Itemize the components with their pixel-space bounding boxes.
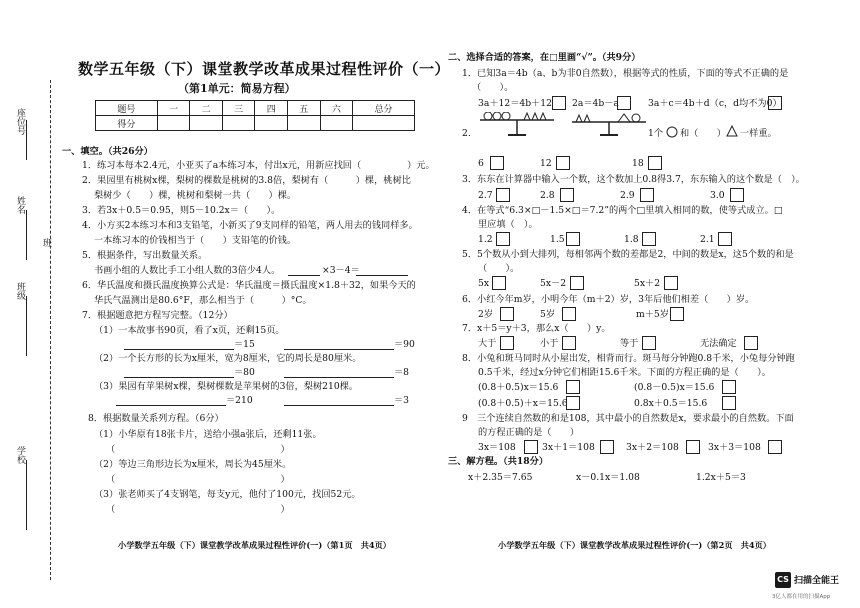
answer-checkbox[interactable]	[686, 440, 700, 454]
scanner-app-tagline: 3亿人都在用的扫描App	[772, 594, 831, 600]
question-2-9-line1: 9 三个连续自然数的和是108，其中最小的自然数是x，要求最小的自然数。下面	[462, 413, 794, 424]
answer-checkbox[interactable]	[496, 188, 510, 202]
option-label: 3.0	[710, 190, 725, 201]
section-1-heading: 一、填空。（共26分）	[62, 146, 153, 157]
answer-checkbox[interactable]	[768, 96, 782, 110]
option-label: (0.8＋0.5)＋x＝15.6	[478, 398, 568, 409]
option-label: 5x－2	[540, 278, 567, 289]
answer-checkbox[interactable]	[556, 156, 570, 170]
question-1-3: 3．若3x＋0.5＝0.95，则5－10.2x＝（ ）。	[82, 205, 281, 216]
answer-checkbox[interactable]	[552, 96, 566, 110]
option-label: 大于	[478, 338, 497, 349]
option-label: 2a＝4b－a	[572, 98, 619, 109]
score-table-cell: 四	[255, 101, 288, 116]
margin-underline	[26, 460, 28, 530]
score-input-cell[interactable]	[255, 116, 288, 131]
score-table-cell: 总分	[353, 101, 415, 116]
answer-blank[interactable]	[284, 405, 394, 406]
question-2-4-line2: 里应填（ ）。	[478, 219, 538, 230]
answer-checkbox[interactable]	[500, 307, 514, 321]
option-label: 0.8x＋0.5＝15.6	[634, 398, 708, 409]
answer-parentheses[interactable]: （ ）	[106, 444, 290, 455]
question-1-8: 8．根据数量关系列方程。（6分）	[88, 413, 224, 424]
answer-blank[interactable]	[356, 275, 408, 276]
question-1-7-1: （1）一本故事书90页，看了x页，还剩15页。	[94, 325, 285, 336]
answer-blank[interactable]	[124, 349, 234, 350]
score-table-cell: 得分	[96, 116, 158, 131]
equation-end-label: ＝8	[394, 367, 410, 378]
option-label: 5岁	[540, 309, 556, 320]
option-label: 2.1	[700, 234, 715, 245]
school-label: 学校	[15, 446, 25, 464]
option-label: 18	[632, 158, 644, 169]
question-1-1: 1．练习本每本2.4元，小亚买了a本练习本，付出x元，用新应找回（ ）元。	[82, 160, 435, 171]
option-label: 12	[540, 158, 552, 169]
equation-end-label: ＝80	[234, 367, 255, 378]
answer-checkbox[interactable]	[560, 188, 574, 202]
option-label: 3a＋c＝4b＋d（c，d均不为0）	[648, 98, 782, 109]
question-2-2-text: 一样重。	[740, 128, 777, 139]
name-label: 姓名	[15, 196, 25, 214]
answer-checkbox[interactable]	[492, 276, 506, 290]
score-table-cell: 六	[320, 101, 353, 116]
answer-checkbox[interactable]	[566, 380, 580, 394]
answer-checkbox[interactable]	[718, 232, 732, 246]
question-1-7-3: （3）果园有苹果树x棵，梨树棵数是苹果树的3倍，梨树210棵。	[94, 381, 359, 392]
question-2-1-paren: （ ）。	[472, 82, 514, 93]
scanner-app-name: 扫描全能王	[794, 576, 840, 586]
margin-underline	[26, 120, 28, 160]
section-3-heading: 三、解方程。（共18分）	[448, 456, 549, 467]
answer-blank[interactable]	[284, 377, 394, 378]
option-label: 3x＋1＝108	[542, 442, 595, 453]
question-1-8-3: （3）张老师买了4支钢笔，每支y元，他付了100元，找回52元。	[94, 489, 361, 500]
answer-checkbox[interactable]	[664, 276, 678, 290]
answer-checkbox[interactable]	[490, 156, 504, 170]
option-label: 2岁	[478, 309, 494, 320]
class-mark-label: 班	[41, 238, 51, 247]
question-1-4-line2: 一本练习本的价钱相当于（ ）支铅笔的价钱。	[94, 235, 297, 246]
answer-checkbox[interactable]	[500, 336, 514, 350]
class-label: 班级	[15, 282, 25, 300]
option-label: 5x	[478, 278, 490, 289]
margin-underline	[26, 210, 28, 260]
score-table-cell: 二	[190, 101, 223, 116]
answer-blank[interactable]	[288, 275, 320, 276]
seat-number-label: 座位号	[15, 108, 25, 135]
question-1-6-line1: 6．华氏温度和摄氏温度换算公式是：华氏温度＝摄氏温度×1.8＋32，如果今天的	[82, 280, 416, 291]
question-2-3: 3．东东在计算器中输入一个数，这个数加上0.8得3.7，东东输入的这个数是（ ）。	[462, 174, 805, 185]
option-label: 2.9	[620, 190, 635, 201]
equation-3: 1.2x＋5＝3	[696, 472, 746, 483]
answer-blank[interactable]	[284, 349, 394, 350]
answer-blank[interactable]	[116, 405, 226, 406]
option-label: 3x＋2＝108	[626, 442, 679, 453]
answer-checkbox[interactable]	[648, 156, 662, 170]
answer-checkbox[interactable]	[570, 276, 584, 290]
score-table-header-row	[96, 101, 415, 116]
question-2-5-line2: （ ）。	[478, 263, 520, 274]
score-table	[95, 100, 415, 131]
question-1-7: 7．根据题意把方程写完整。（12分）	[82, 310, 233, 321]
scanner-app-logo: CS	[775, 572, 791, 588]
answer-checkbox[interactable]	[722, 380, 736, 394]
score-table-cell: 三	[222, 101, 255, 116]
answer-checkbox[interactable]	[730, 188, 744, 202]
option-label: (0.8－0.5)x＝15.6	[634, 382, 715, 393]
question-2-4-line1: 4．在等式“6.3×□－1.5×□＝7.2”的两个□里填入相同的数，使等式成立。□	[462, 205, 783, 216]
page-title: 数学五年级（下）课堂教学改革成果过程性评价（一）	[78, 60, 451, 78]
answer-checkbox[interactable]	[617, 96, 631, 110]
score-input-cell[interactable]	[288, 116, 321, 131]
equation-end-label: ＝210	[226, 395, 253, 406]
equation-end-label: ＝3	[394, 395, 410, 406]
option-label: 1.5	[550, 234, 565, 245]
answer-checkbox[interactable]	[562, 307, 576, 321]
question-2-1: 1．已知3a＝4b（a、b为非0自然数），根据等式的性质，下面的等式不正确的是	[462, 68, 789, 79]
score-input-cell[interactable]	[190, 116, 223, 131]
option-label: 3x＋3＝108	[708, 442, 761, 453]
score-table-cell: 一	[157, 101, 190, 116]
option-label: (0.8＋0.5)x＝15.6	[478, 382, 559, 393]
question-2-9-line2: 的方程正确的是（ ）	[478, 427, 580, 438]
equation-2: x－0.1x＝1.08	[576, 472, 640, 483]
answer-parentheses[interactable]: （ ）	[106, 474, 290, 485]
answer-checkbox[interactable]	[496, 232, 510, 246]
question-1-8-1: （1）小华原有18张卡片，送给小强a张后，还剩11张。	[94, 429, 322, 440]
score-table-score-row	[96, 116, 415, 131]
question-1-5: 5．根据条件，写出数量关系。	[82, 250, 208, 261]
question-1-4-line1: 4．小方买2本练习本和3支铅笔，小新买了9支同样的铅笔，两人用去的钱同样多。	[82, 220, 418, 231]
balance-scale-2	[570, 112, 648, 138]
option-label: 2.8	[540, 190, 555, 201]
equation-end-label: ＝15	[234, 339, 255, 350]
answer-checkbox[interactable]	[524, 440, 538, 454]
option-label: 6	[478, 158, 484, 169]
binding-line	[50, 80, 51, 580]
question-1-5-formula: ×3－4＝	[322, 265, 360, 276]
answer-checkbox[interactable]	[600, 440, 614, 454]
question-2-6: 6．小红今年m岁，小明今年（m＋2）岁，3年后他们相差（ ）岁。	[462, 294, 755, 305]
option-label: 无法确定	[700, 338, 737, 349]
score-input-cell[interactable]	[320, 116, 353, 131]
score-input-cell[interactable]	[222, 116, 255, 131]
score-input-cell[interactable]	[157, 116, 190, 131]
score-input-cell[interactable]	[353, 116, 415, 131]
page-footer: 小学数学五年级（下）课堂教学改革成果过程性评价(一)（第1页 共4页）	[118, 540, 391, 550]
option-label: 3a＋12＝4b＋12	[478, 98, 552, 109]
score-table-cell: 五	[288, 101, 321, 116]
question-1-7-2: （2）一个长方形的长为x厘米，宽为8厘米，它的周长是80厘米。	[94, 353, 362, 364]
section-2-heading: 二、选择合适的答案，在□里画“√”。（共9分）	[448, 52, 641, 63]
option-label: 1.2	[478, 234, 493, 245]
answer-checkbox[interactable]	[642, 336, 656, 350]
question-2-8-line2: 0.5千米，经过x分钟它们相距15.6千米。下面的方程正确的是（ ）。	[478, 367, 771, 378]
cone-icon	[726, 125, 738, 137]
option-label: 2.7	[478, 190, 493, 201]
question-2-2-number: 2.	[462, 128, 471, 139]
option-label: 5x＋2	[634, 278, 661, 289]
unit-subtitle: （第1单元：简易方程）	[178, 82, 296, 95]
answer-checkbox[interactable]	[768, 440, 782, 454]
question-1-5-condition: 书画小组的人数比手工小组人数的3倍少4人。	[94, 265, 281, 276]
question-1-2-line2: 梨树少（ ）棵，桃树和梨树一共（ ）棵。	[94, 190, 297, 201]
equation-end-label: ＝90	[394, 339, 415, 350]
question-2-8-line1: 8．小兔和斑马同时从小屋出发，相背而行。斑马每分钟跑0.8千米，小兔每分钟跑	[462, 353, 795, 364]
equation-1: x＋2.35＝7.65	[468, 472, 533, 483]
question-1-6-line2: 华氏气温测出是80.6°F，那么相当于（ ）°C。	[94, 295, 312, 306]
option-label: 1.8	[624, 234, 639, 245]
answer-checkbox[interactable]	[722, 396, 736, 410]
option-label: m＋5岁	[636, 309, 669, 320]
question-2-5-line1: 5．5个数从小到大排列，每相邻两个数的差都是2，中间的数是x，这5个数的和是	[462, 249, 794, 260]
question-1-2-line1: 2．果园里有桃树x棵，梨树的棵数是桃树的3.8倍，梨树有（ ）棵，桃树比	[82, 175, 411, 186]
answer-blank[interactable]	[124, 377, 234, 378]
answer-checkbox[interactable]	[640, 188, 654, 202]
question-2-2-text: 1个	[648, 128, 664, 139]
answer-checkbox[interactable]	[566, 232, 580, 246]
margin-underline	[26, 296, 28, 356]
question-2-7: 7．x＋5＝y＋3，那么x（ ）y。	[462, 323, 611, 334]
option-label: 3x＝108	[478, 442, 516, 453]
answer-checkbox[interactable]	[744, 336, 758, 350]
answer-checkbox[interactable]	[562, 336, 576, 350]
answer-parentheses[interactable]: （ ）	[106, 504, 290, 515]
answer-checkbox[interactable]	[642, 232, 656, 246]
option-label: 等于	[620, 338, 639, 349]
balance-scale-1	[478, 112, 556, 138]
question-2-2-text: 和（ ）	[680, 128, 726, 139]
page-footer: 小学数学五年级（下）课堂教学改革成果过程性评价(一)（第2页 共4页）	[498, 540, 771, 550]
answer-checkbox[interactable]	[566, 396, 580, 410]
option-label: 小于	[540, 338, 559, 349]
answer-checkbox[interactable]	[670, 307, 684, 321]
score-table-cell: 题号	[96, 101, 158, 116]
question-1-8-2: （2）等边三角形边长为x厘米，周长为45厘米。	[94, 459, 292, 470]
circle-icon	[666, 126, 678, 138]
